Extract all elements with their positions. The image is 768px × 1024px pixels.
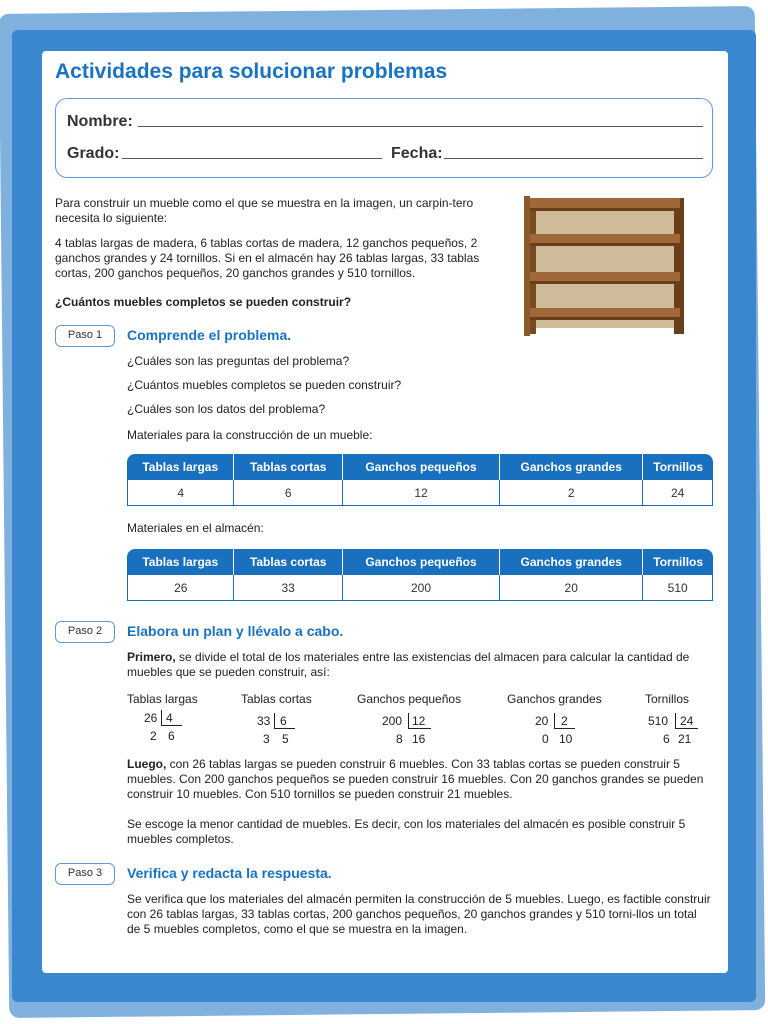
name-field[interactable]: [138, 126, 703, 127]
step-2-title: Elabora un plan y llévalo a cabo.: [127, 623, 344, 639]
division-quotient: 21: [678, 732, 692, 746]
step-1-badge: Paso 1: [55, 325, 115, 347]
table-cell: 6: [234, 480, 342, 506]
table-cell: 12: [343, 480, 500, 506]
grade-label: Grado:: [67, 145, 120, 162]
division-divisor: 12: [412, 714, 426, 728]
division-divisor: 4: [166, 711, 173, 725]
step-1-title: Comprende el problema.: [127, 327, 292, 343]
step-2-badge: Paso 2: [55, 621, 115, 643]
division-quotient: 5: [282, 732, 289, 746]
division-divisor: 6: [280, 714, 287, 728]
column-header: Tablas largas: [127, 549, 234, 575]
step-3-title: Verifica y redacta la respuesta.: [127, 865, 332, 881]
step-1-question-2: ¿Cuántos muebles completos se pueden construir?: [127, 378, 402, 392]
division-quotient: 10: [559, 732, 573, 746]
then-text: con 26 tablas largas se pueden construir 6 muebles. Con 33 tablas cortas se pueden construir 5 muebles. Con 200 ganchos pequeños se pueden construir 16 muebles. Con 20 ganchos grandes se pueden construir 10 muebles. Con 510 tornillos se pueden construir 21 muebles.: [127, 757, 704, 801]
bookshelf-illustration: [524, 196, 684, 336]
division-remainder: 0: [542, 732, 549, 746]
column-header: Tornillos: [643, 549, 713, 575]
division-remainder: 8: [396, 732, 403, 746]
table-cell: 33: [234, 575, 342, 601]
table-cell: 2: [500, 480, 643, 506]
division-divisor: 24: [680, 714, 694, 728]
division-dividend: 20: [535, 714, 549, 728]
student-info-box: [55, 98, 713, 178]
step-2-first-paragraph: [127, 650, 713, 680]
step-3-badge: Paso 3: [55, 863, 115, 885]
table-1-caption: Materiales para la construcción de un mueble:: [127, 428, 373, 442]
division-remainder: 2: [150, 729, 157, 743]
column-header: Tablas cortas: [234, 454, 342, 480]
column-header: Tablas largas: [127, 454, 234, 480]
column-header: Tablas cortas: [234, 549, 342, 575]
division-dividend: 26: [144, 711, 158, 725]
table-2-caption: Materiales en el almacén:: [127, 521, 264, 535]
date-field[interactable]: [444, 158, 703, 159]
division-label: Tornillos: [645, 692, 690, 706]
intro-paragraph-1: Para construir un mueble como el que se muestra en la imagen, un carpin-tero necesita lo siguiente:: [55, 196, 474, 225]
division-dividend: 33: [257, 714, 271, 728]
warehouse-materials-table: [127, 549, 713, 601]
first-label: Primero,: [127, 650, 176, 664]
materials-per-unit-table: [127, 454, 713, 506]
page-title: Actividades para solucionar problemas: [55, 60, 448, 83]
division-quotient: 6: [168, 729, 175, 743]
first-text: se divide el total de los materiales entre las existencias del almacen para calcular la cantidad de muebles que se pueden construir, así:: [127, 650, 690, 679]
division-label: Ganchos pequeños: [357, 692, 462, 706]
division-remainder: 6: [663, 732, 670, 746]
column-header: Ganchos pequeños: [343, 454, 500, 480]
column-header: Ganchos grandes: [500, 549, 643, 575]
division-label: Ganchos grandes: [507, 692, 602, 706]
step-1-question-3: ¿Cuáles son los datos del problema?: [127, 402, 326, 416]
then-label: Luego,: [127, 757, 167, 771]
column-header: Tornillos: [643, 454, 713, 480]
division-quotient: 16: [412, 732, 426, 746]
division-divisor: 2: [561, 714, 568, 728]
table-cell: 24: [643, 480, 713, 506]
step-2-then-paragraph: [127, 757, 713, 802]
grade-field[interactable]: [122, 158, 382, 159]
column-header: Ganchos pequeños: [343, 549, 500, 575]
division-label: Tablas cortas: [241, 692, 312, 706]
table-cell: 200: [343, 575, 500, 601]
division-dividend: 510: [648, 714, 669, 728]
table-cell: 510: [643, 575, 713, 601]
intro-paragraph-2: 4 tablas largas de madera, 6 tablas cortas de madera, 12 ganchos pequeños, 2 ganchos grandes y 24 tornillos. Si en el almacén hay 26 tablas largas, 33 tablas cortas, 200 ganchos pequeños, 20 ganchos grandes y 510 tornillos.: [55, 236, 480, 280]
step-2-conclusion: Se escoge la menor cantidad de muebles. Es decir, con los materiales del almacén es posible construir 5 muebles completos.: [127, 817, 686, 846]
name-label: Nombre:: [67, 113, 133, 130]
division-remainder: 3: [263, 732, 270, 746]
table-cell: 26: [127, 575, 234, 601]
division-label: Tablas largas: [127, 692, 198, 706]
date-label: Fecha:: [391, 145, 443, 162]
step-3-answer: Se verifica que los materiales del almacén permiten la construcción de 5 muebles. Luego, es factible construir con 26 tablas largas, 33 tablas cortas, 200 ganchos pequeños, 20 ganchos grandes y 510 torni-llos un total de 5 muebles completos, como el que se muestra en la imagen.: [127, 892, 711, 936]
step-1-question-1: ¿Cuáles son las preguntas del problema?: [127, 354, 350, 368]
division-dividend: 200: [382, 714, 403, 728]
table-cell: 4: [127, 480, 234, 506]
main-question: ¿Cuántos muebles completos se pueden construir?: [55, 295, 352, 309]
column-header: Ganchos grandes: [500, 454, 643, 480]
table-cell: 20: [500, 575, 643, 601]
